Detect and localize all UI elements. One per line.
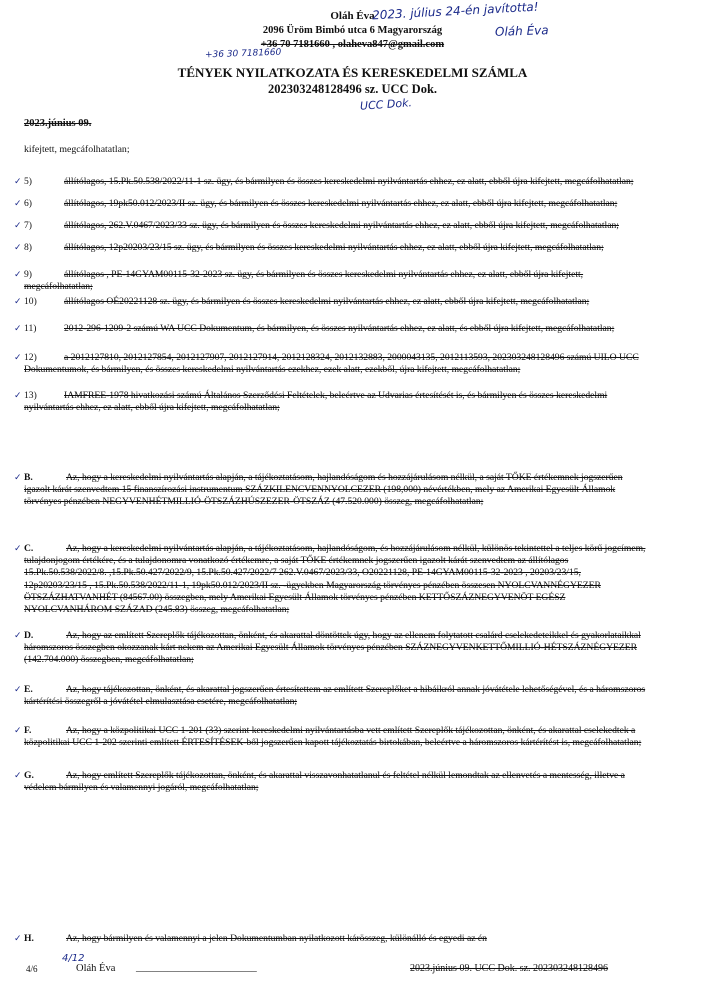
numbered-item [24, 220, 646, 232]
section-text: Az, hogy a kereskedelmi nyilvántartás alapján, a tájékoztatásom, hajlandóságom, és hozzájárulásom nélkül, különös tekintettel a teljes körű jogcímem, tulajdonjogom értékére, és a tulajdonomra vonatkozó értékemre, a saját TŐKE értékemnek jogszerűen igazolt kárát szenvedtem az állítólagos 15.Pk.50.538/2022/8. ,15.Pk.50.427/2022/9, 15.Pk.50.427/2022/7 262.V.0467/2023/33, O20221128, PE-14GYAM00115-32-2023 , 20203/23/15, 12p20203/23/15 , 15.Pk.50.538/2022/11-1, 19pk50.012/2023/II sz. -ügyekben Magyarország törvényes pénzében összesen NYOLCVANNÉGYEZER ÖTSZÁZHATVANHÉT (84567.00) összegben, mely Amerikai Egyesült Államok törvényes pénzében KETTŐSZÁZNEGYVENÖT EGÉSZ NYOLCVANHÁROM SZÁZAD (245.83) összeg, megcáfolhatatlan; [24, 543, 646, 616]
lettered-section [24, 543, 646, 616]
footer-doc-reference: 2023.június 09. UCC Dok. sz. 202303248128496 [410, 963, 609, 974]
author-contact: +36 70 7181660 , olaheva847@gmail.com [260, 39, 445, 50]
handwritten-signature-top: Oláh Éva [494, 23, 549, 39]
section-text: Az, hogy az említett Szereplők tájékozottan, önként, és akarattal döntöttek úgy, hogy az ellenem folytatott csalárd cselekedeteikkel és gyakorlataikkal háromszoros összegben okozzanak kárt nekem az Amerikai Egyesült Államok törvényes pénzében SZÁZNEGYVENKETTŐMILLIÓ-HÉTSZÁZNÉGYEZER (142.704.000) összegben, megcáfolhatatlan; [24, 630, 641, 666]
item-number: 7) [24, 220, 32, 231]
item-text: állítólagos , PE-14GYAM00115-32-2023 sz. ügy, és bármilyen és összes kereskedelmi nyilvántartás ehhez, ez alatt, ebből újra kifejtett, megcáfolhatatlan; [24, 269, 584, 292]
section-text: Az, hogy említett Szereplők tájékozottan, önként, és akarattal visszavonhatatlanul és feltétel nélkül lemondtak az ellenvetés a mentesség, illetve a védelem bármilyen és valamennyi jogáról, megcáfolhatatlan; [24, 770, 625, 794]
author-address: 2096 Üröm Bimbó utca 6 Magyarország [262, 25, 443, 36]
handwritten-phone-correction: +36 30 7181660 [204, 47, 282, 61]
numbered-item [24, 176, 646, 188]
document-number: 202303248128496 sz. UCC Dok. [267, 82, 438, 96]
check-mark-icon: ✓ [14, 473, 22, 483]
lettered-section [24, 933, 646, 945]
check-mark-icon: ✓ [14, 199, 22, 209]
section-label: B. [24, 472, 33, 483]
item-text: állítólagos OÉ20221128 sz. ügy, és bármilyen és összes kereskedelmi nyilvántartás ehhez, ez alatt, ebből újra kifejtett, megcáfolhatatlan; [64, 296, 590, 307]
section-label: E. [24, 684, 33, 695]
numbered-item [24, 296, 646, 308]
item-text: 2012-296-1209-2 számú WA UCC Dokumentum, és bármilyen, és összes nyilvántartás ehhez, ez alatt, és ebből újra kifejtett, megcáfolhatatlan; [64, 323, 615, 334]
numbered-item [24, 390, 646, 414]
intro-line: kifejtett, megcáfolhatatlan; [24, 144, 130, 155]
lettered-section [24, 472, 646, 509]
item-number: 9) [24, 269, 32, 280]
document-date: 2023.június 09. [24, 118, 92, 129]
numbered-item [24, 269, 646, 293]
numbered-item [24, 352, 646, 376]
check-mark-icon: ✓ [14, 391, 22, 401]
check-mark-icon: ✓ [14, 221, 22, 231]
footer-page-number: 4/6 [26, 964, 38, 974]
section-text: Az, hogy bármilyen és valamennyi a jelen Dokumentumban nyilatkozott kárösszeg, különálló és egyedi az én [66, 933, 487, 944]
check-mark-icon: ✓ [14, 177, 22, 187]
section-label: F. [24, 725, 32, 736]
numbered-item [24, 242, 646, 254]
item-number: 12) [24, 352, 37, 363]
section-label: D. [24, 630, 34, 641]
footer-signature-name: Oláh Éva [76, 963, 116, 974]
item-text: állítólagos, 15.Pk.50.538/2022/11-1 sz. ügy, és bármilyen és összes kereskedelmi nyilvántartás ehhez, ez alatt, ebből újra kifejtett, megcáfolhatatlan; [64, 176, 634, 187]
check-mark-icon: ✓ [14, 353, 22, 363]
item-number: 5) [24, 176, 32, 187]
check-mark-icon: ✓ [14, 771, 22, 781]
item-text: állítólagos, 262.V.0467/2023/33 sz. ügy, és bármilyen és összes kereskedelmi nyilvántartás ehhez, ez alatt, ebből újra kifejtett, megcáfolhatatlan; [64, 220, 619, 231]
item-number: 8) [24, 242, 32, 253]
item-text: állítólagos, 19pk50.012/2023/II sz. ügy, és bármilyen és összes kereskedelmi nyilvántartás ehhez, ez alatt, ebből újra kifejtett, megcáfolhatatlan; [64, 198, 618, 209]
lettered-section [24, 630, 646, 667]
item-number: 10) [24, 296, 37, 307]
section-label: G. [24, 770, 34, 781]
numbered-item [24, 323, 646, 335]
section-label: H. [24, 933, 34, 944]
check-mark-icon: ✓ [14, 270, 22, 280]
handwritten-page-fraction: 4/12 [62, 953, 85, 964]
check-mark-icon: ✓ [14, 934, 22, 944]
numbered-item [24, 198, 646, 210]
document-title: TÉNYEK NYILATKOZATA ÉS KERESKEDELMI SZÁMLA [177, 65, 528, 80]
check-mark-icon: ✓ [14, 726, 22, 736]
section-text: Az, hogy a közpolitikai UCC 1-201 (33) szerint kereskedelmi nyilvántartásba vett említett Szereplők tájékozottan, önként, és akarattal cselekedtek a közpolitikai UCC 1-202 szerinti említett ÉRTESÍTÉSEK-ből jogszerűen kapott tájékoztatás birtokában, beleértve a háromszoros kártérítést is, megcáfolhatatlan; [24, 725, 642, 749]
item-number: 11) [24, 323, 37, 334]
footer-signature-line: _______________________ [136, 962, 257, 973]
check-mark-icon: ✓ [14, 631, 22, 641]
author-name: Oláh Éva [330, 10, 375, 22]
item-text: IAMFREE-1978 hivatkozási számú Általános Szerződési Feltételek, beleértve az Udvarias értesítését is, és bármilyen és összes kereskedelmi nyilvántartás ehhez, ez alatt, ebből újra kifejtett, megcáfolhatatlan; [24, 390, 608, 413]
handwritten-ucc-correction: UCC Dok. [359, 96, 413, 113]
section-label: C. [24, 543, 34, 554]
item-number: 6) [24, 198, 32, 209]
check-mark-icon: ✓ [14, 544, 22, 554]
check-mark-icon: ✓ [14, 324, 22, 334]
check-mark-icon: ✓ [14, 297, 22, 307]
lettered-section [24, 725, 646, 749]
lettered-section [24, 684, 646, 708]
item-text: állítólagos, 12p20203/23/15 sz. ügy, és bármilyen és összes kereskedelmi nyilvántartás ehhez, ez alatt, ebből újra kifejtett, megcáfolhatatlan; [64, 242, 604, 253]
section-text: Az, hogy tájékozottan, önként, és akarattal jogszerűen értesítettem az említett Szereplőket a hibáikról annak jóvátétele lehetőségével, és a háromszoros kártérítési összegről a jóvátétel elmulasztása esetére, megcáfolhatatlan; [24, 684, 646, 708]
section-text: Az, hogy a kereskedelmi nyilvántartás alapján, a tájékoztatásom, hajlandóságom és hozzájárulásom nélkül, a saját TŐKE értékemnek jogszerűen igazolt kárát szenvedtem 15 finanszírozási instrumentum SZÁZKILENCVENNYOLCEZER (198,000) névértékben, mely az Amerikai Egyesült Államok törvényes pénzében NEGYVENHÉTMILLIÓ-ÖTSZÁZHÚSZEZER-ÖTSZÁZ (47.520.000) összeg, megcáfolhatatlan; [24, 472, 623, 508]
check-mark-icon: ✓ [14, 685, 22, 695]
lettered-section [24, 770, 646, 794]
check-mark-icon: ✓ [14, 243, 22, 253]
item-number: 13) [24, 390, 37, 401]
handwritten-correction-note: 2023. július 24-én javította! [371, 0, 539, 23]
item-text: a 2012127810, 2012127854, 2012127907, 2012127914, 2012128324, 2012132883, 2000043135, 2012113593, 202303248128496 számú UILO UCC Dokumentumok, és bármilyen, és összes kereskedelmi nyilvántartás ezekhez, ezek alatt, ezekből, újra kifejtett, megcáfolhatatlan; [24, 352, 639, 375]
